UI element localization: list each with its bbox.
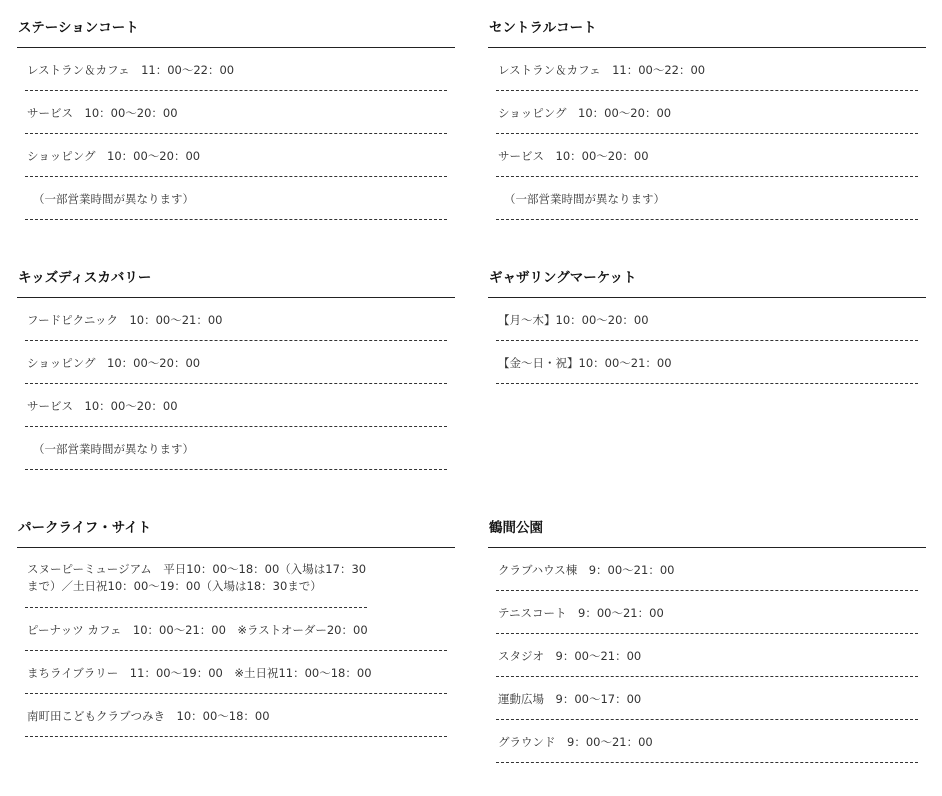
hours-note: （一部営業時間が異なります） — [25, 427, 447, 470]
section-title: ギャザリングマーケット — [489, 270, 637, 286]
hours-item: スヌーピーミュージアム 平日10：00〜18：00（入場は17：30まで）／土日祝10：00〜19：00（入場は18：30まで） — [25, 548, 367, 608]
hours-item: スタジオ 9：00〜21：00 — [496, 634, 918, 677]
section-title: キッズディスカバリー — [18, 270, 152, 286]
section-gathering-market — [471, 268, 926, 384]
hours-item: サービス 10：00〜20：00 — [25, 91, 447, 134]
hours-item: サービス 10：00〜20：00 — [25, 384, 447, 427]
section-title: 鶴間公園 — [489, 520, 543, 536]
section-station-court — [0, 18, 455, 220]
section-tsuruma-park — [471, 518, 926, 763]
section-kids-discovery — [0, 268, 455, 470]
hours-note: （一部営業時間が異なります） — [496, 177, 918, 220]
hours-item: ショッピング 10：00〜20：00 — [496, 91, 918, 134]
hours-item: ショッピング 10：00〜20：00 — [25, 341, 447, 384]
hours-list — [496, 548, 918, 763]
section-title: ステーションコート — [18, 20, 139, 36]
hours-list — [496, 298, 918, 384]
hours-note: （一部営業時間が異なります） — [25, 177, 447, 220]
section-title: パークライフ・サイト — [18, 520, 152, 536]
hours-list — [496, 48, 918, 220]
section-central-court — [471, 18, 926, 220]
hours-item: ピーナッツ カフェ 10：00〜21：00 ※ラストオーダー20：00 — [25, 608, 447, 651]
hours-item: レストラン＆カフェ 11：00〜22：00 — [496, 48, 918, 91]
hours-item: まちライブラリー 11：00〜19：00 ※土日祝11：00〜18：00 — [25, 651, 447, 694]
section-title: セントラルコート — [489, 20, 597, 36]
hours-item: グラウンド 9：00〜21：00 — [496, 720, 918, 763]
hours-list — [25, 548, 447, 737]
hours-item: レストラン＆カフェ 11：00〜22：00 — [25, 48, 447, 91]
section-park-life-site — [0, 518, 455, 737]
hours-item: 【金〜日・祝】10：00〜21：00 — [496, 341, 918, 384]
hours-item: 運動広場 9：00〜17：00 — [496, 677, 918, 720]
hours-list — [25, 48, 447, 220]
hours-item: フードピクニック 10：00〜21：00 — [25, 298, 447, 341]
hours-item: 南町田こどもクラブつみき 10：00〜18：00 — [25, 694, 447, 737]
hours-item: テニスコート 9：00〜21：00 — [496, 591, 918, 634]
hours-item: サービス 10：00〜20：00 — [496, 134, 918, 177]
hours-list — [25, 298, 447, 470]
hours-item: ショッピング 10：00〜20：00 — [25, 134, 447, 177]
hours-item: クラブハウス棟 9：00〜21：00 — [496, 548, 918, 591]
hours-item: 【月〜木】10：00〜20：00 — [496, 298, 918, 341]
